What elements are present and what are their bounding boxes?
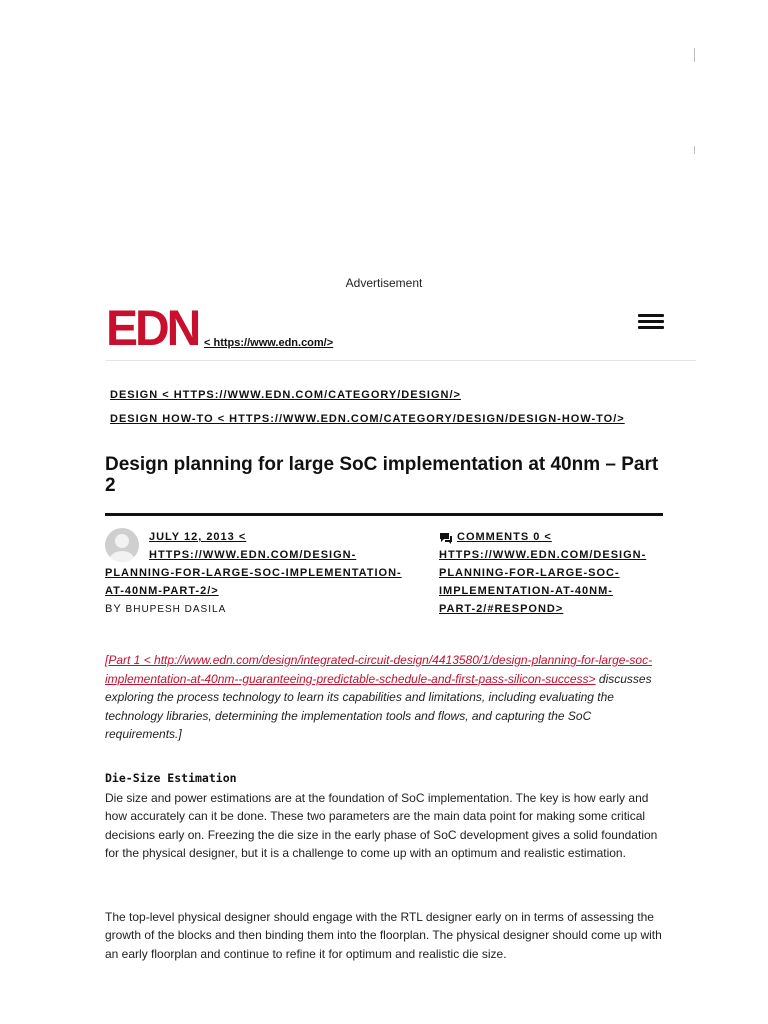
edge-mark-top xyxy=(694,48,695,62)
intro-open-bracket: [ xyxy=(105,653,109,667)
hamburger-menu-icon[interactable] xyxy=(638,311,664,333)
user-avatar-icon xyxy=(105,528,139,562)
edge-mark-mid xyxy=(694,146,695,154)
comments-line-3[interactable]: PLANNING-FOR-LARGE-SOC- xyxy=(439,567,620,579)
site-header xyxy=(106,300,696,361)
comment-bubble-icon xyxy=(439,531,453,543)
title-divider xyxy=(105,513,663,516)
intro-paragraph xyxy=(105,651,663,744)
comments-line-2[interactable]: HTTPS://WWW.EDN.COM/DESIGN- xyxy=(439,549,647,561)
advertisement-label: Advertisement xyxy=(345,276,423,290)
edn-logo[interactable]: EDN xyxy=(106,300,199,357)
home-link[interactable]: < https://www.edn.com/> xyxy=(204,337,334,349)
date-line-4[interactable]: AT-40NM-PART-2/> xyxy=(105,585,219,597)
intro-text: discusses exploring the process technology to learn its capabilities and limitations, including evaluating the technology libraries, determining the implementation tools and flows, and capturing the SoC requirements.] xyxy=(105,671,652,741)
article-title: Design planning for large SoC implementation at 40nm – Part 2 xyxy=(105,454,659,496)
section-heading: Die-Size Estimation xyxy=(105,771,237,785)
comments-line-1[interactable]: COMMENTS 0 < xyxy=(457,531,552,543)
body-paragraph-1: Die size and power estimations are at the foundation of SoC implementation. The key is how early and how accurately can it be done. These two parameters are the main data point for making some critical decisions early on. Freezing the die size in the early phase of SoC development gives a solid foundation for the physical designer, but it is a challenge to come up with an optimum and realistic estimation. xyxy=(105,791,658,860)
part-1-link[interactable]: Part 1 < http://www.edn.com/design/integrated-circuit-design/4413580/1/design-planning-for-large-soc-implementation-at-40nm--guaranteeing-predictable-schedule-and-first-pass-silicon-success> xyxy=(105,653,653,686)
author-name[interactable]: BHUPESH DASILA xyxy=(125,604,227,615)
byline xyxy=(105,603,226,615)
comments-line-4[interactable]: IMPLEMENTATION-AT-40NM- xyxy=(439,585,613,597)
category-link-design-how-to[interactable]: DESIGN HOW-TO < HTTPS://WWW.EDN.COM/CATEGORY/DESIGN/DESIGN-HOW-TO/> xyxy=(110,413,625,425)
body-paragraph-2: The top-level physical designer should engage with the RTL designer early on in terms of assessing the growth of the blocks and then binding them into the floorplan. The physical designer should come up with an early floorplan and continue to refine it for optimum and realistic die size. xyxy=(105,910,662,961)
comments-line-5[interactable]: PART-2/#RESPOND> xyxy=(439,603,564,615)
date-line-1[interactable]: JULY 12, 2013 < xyxy=(149,531,247,543)
category-link-design[interactable]: DESIGN < HTTPS://WWW.EDN.COM/CATEGORY/DESIGN/> xyxy=(110,389,461,401)
byline-prefix: BY xyxy=(105,603,122,615)
date-line-3[interactable]: PLANNING-FOR-LARGE-SOC-IMPLEMENTATION- xyxy=(105,567,402,579)
date-line-2[interactable]: HTTPS://WWW.EDN.COM/DESIGN- xyxy=(149,549,357,561)
